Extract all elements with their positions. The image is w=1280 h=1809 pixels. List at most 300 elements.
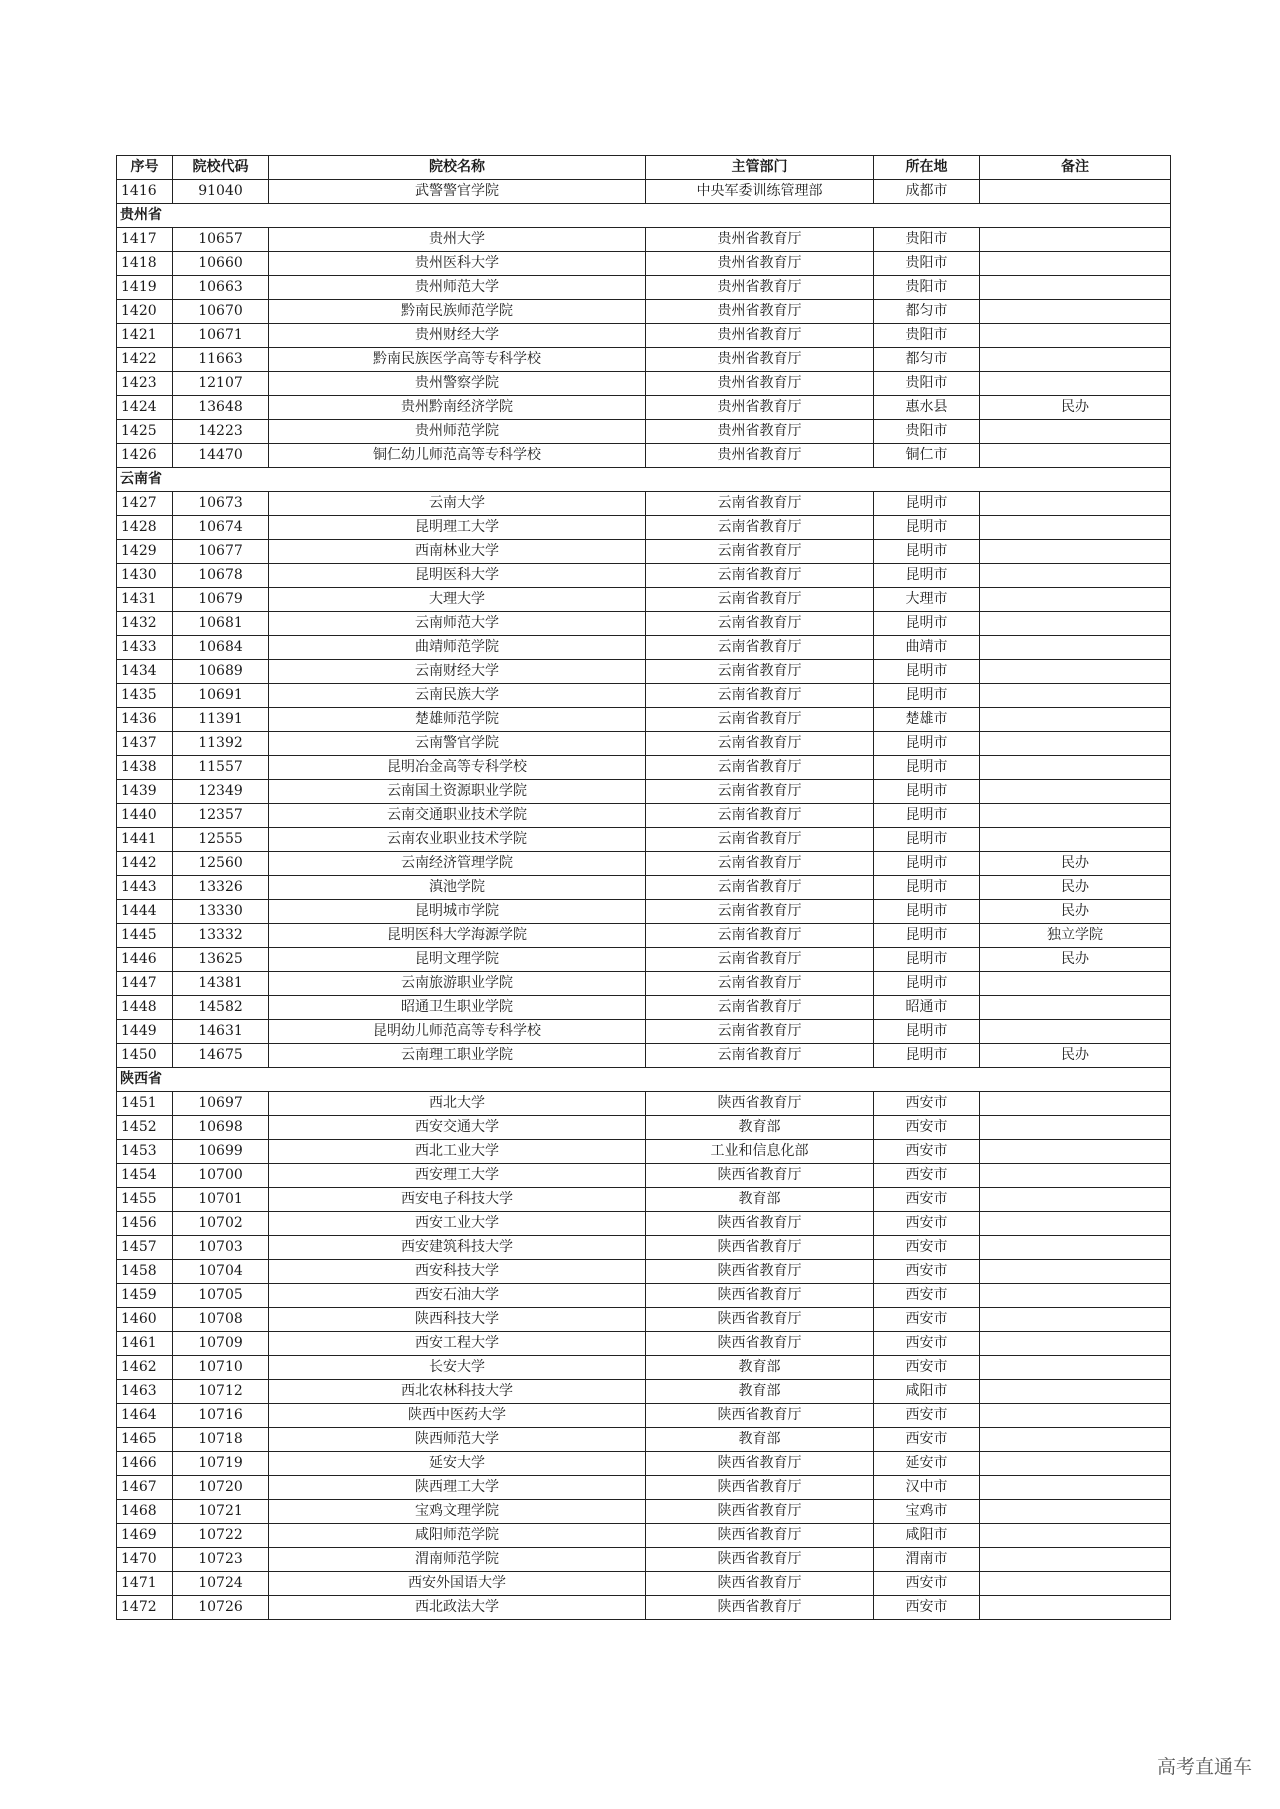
cell-remarks — [980, 732, 1171, 756]
cell-school-name: 咸阳师范学院 — [269, 1524, 646, 1548]
cell-location: 昆明市 — [874, 684, 980, 708]
cell-remarks — [980, 276, 1171, 300]
cell-remarks — [980, 780, 1171, 804]
cell-school-name: 云南警官学院 — [269, 732, 646, 756]
cell-location: 惠水县 — [874, 396, 980, 420]
cell-school-name: 西南林业大学 — [269, 540, 646, 564]
table-row — [117, 660, 1171, 684]
cell-location: 昆明市 — [874, 1020, 980, 1044]
table-row — [117, 828, 1171, 852]
cell-department: 云南省教育厅 — [646, 1044, 874, 1068]
cell-location: 昆明市 — [874, 492, 980, 516]
cell-code: 10677 — [173, 540, 269, 564]
cell-location: 西安市 — [874, 1596, 980, 1620]
table-body — [117, 180, 1171, 1620]
cell-remarks — [980, 1188, 1171, 1212]
cell-remarks — [980, 372, 1171, 396]
cell-remarks — [980, 612, 1171, 636]
cell-location: 贵阳市 — [874, 420, 980, 444]
cell-department: 陕西省教育厅 — [646, 1236, 874, 1260]
cell-seq: 1464 — [117, 1404, 173, 1428]
cell-remarks — [980, 516, 1171, 540]
cell-code: 10703 — [173, 1236, 269, 1260]
table-row — [117, 1524, 1171, 1548]
header-location: 所在地 — [874, 156, 980, 180]
cell-remarks — [980, 540, 1171, 564]
table-row — [117, 1308, 1171, 1332]
cell-department: 中央军委训练管理部 — [646, 180, 874, 204]
cell-code: 10721 — [173, 1500, 269, 1524]
province-header-row — [117, 204, 1171, 228]
cell-seq: 1417 — [117, 228, 173, 252]
cell-location: 昆明市 — [874, 804, 980, 828]
cell-location: 西安市 — [874, 1308, 980, 1332]
cell-school-name: 云南旅游职业学院 — [269, 972, 646, 996]
cell-seq: 1465 — [117, 1428, 173, 1452]
cell-seq: 1436 — [117, 708, 173, 732]
table-row — [117, 564, 1171, 588]
cell-school-name: 延安大学 — [269, 1452, 646, 1476]
cell-location: 昆明市 — [874, 564, 980, 588]
table-row — [117, 900, 1171, 924]
cell-seq: 1460 — [117, 1308, 173, 1332]
cell-code: 10700 — [173, 1164, 269, 1188]
cell-department: 贵州省教育厅 — [646, 276, 874, 300]
table-row — [117, 1428, 1171, 1452]
cell-school-name: 西安石油大学 — [269, 1284, 646, 1308]
cell-remarks — [980, 252, 1171, 276]
table-row — [117, 1476, 1171, 1500]
cell-remarks — [980, 1140, 1171, 1164]
cell-code: 14223 — [173, 420, 269, 444]
cell-code: 13648 — [173, 396, 269, 420]
cell-code: 12107 — [173, 372, 269, 396]
header-department: 主管部门 — [646, 156, 874, 180]
cell-location: 楚雄市 — [874, 708, 980, 732]
cell-remarks — [980, 1572, 1171, 1596]
cell-school-name: 西北工业大学 — [269, 1140, 646, 1164]
cell-location: 贵阳市 — [874, 252, 980, 276]
cell-department: 陕西省教育厅 — [646, 1404, 874, 1428]
cell-department: 陕西省教育厅 — [646, 1572, 874, 1596]
cell-department: 贵州省教育厅 — [646, 444, 874, 468]
cell-seq: 1440 — [117, 804, 173, 828]
cell-code: 10657 — [173, 228, 269, 252]
cell-school-name: 西安建筑科技大学 — [269, 1236, 646, 1260]
cell-department: 贵州省教育厅 — [646, 396, 874, 420]
cell-location: 咸阳市 — [874, 1524, 980, 1548]
cell-code: 10710 — [173, 1356, 269, 1380]
cell-department: 教育部 — [646, 1356, 874, 1380]
cell-remarks — [980, 1500, 1171, 1524]
cell-school-name: 昆明文理学院 — [269, 948, 646, 972]
cell-location: 昆明市 — [874, 900, 980, 924]
cell-code: 10674 — [173, 516, 269, 540]
cell-remarks — [980, 1260, 1171, 1284]
cell-code: 14582 — [173, 996, 269, 1020]
table-row — [117, 420, 1171, 444]
cell-department: 教育部 — [646, 1428, 874, 1452]
table-row — [117, 780, 1171, 804]
cell-remarks — [980, 1548, 1171, 1572]
cell-code: 10718 — [173, 1428, 269, 1452]
cell-code: 14381 — [173, 972, 269, 996]
cell-remarks: 民办 — [980, 876, 1171, 900]
table-row — [117, 1092, 1171, 1116]
cell-remarks — [980, 564, 1171, 588]
cell-location: 铜仁市 — [874, 444, 980, 468]
cell-remarks — [980, 1284, 1171, 1308]
cell-remarks — [980, 1092, 1171, 1116]
cell-school-name: 西安外国语大学 — [269, 1572, 646, 1596]
cell-code: 13330 — [173, 900, 269, 924]
cell-seq: 1462 — [117, 1356, 173, 1380]
cell-school-name: 陕西科技大学 — [269, 1308, 646, 1332]
cell-remarks — [980, 828, 1171, 852]
cell-school-name: 西北政法大学 — [269, 1596, 646, 1620]
cell-seq: 1461 — [117, 1332, 173, 1356]
cell-remarks — [980, 1476, 1171, 1500]
cell-code: 13332 — [173, 924, 269, 948]
table-row — [117, 1116, 1171, 1140]
cell-department: 陕西省教育厅 — [646, 1212, 874, 1236]
cell-seq: 1470 — [117, 1548, 173, 1572]
cell-school-name: 铜仁幼儿师范高等专科学校 — [269, 444, 646, 468]
cell-remarks — [980, 1356, 1171, 1380]
cell-school-name: 陕西中医药大学 — [269, 1404, 646, 1428]
table-row — [117, 1284, 1171, 1308]
table-row — [117, 1452, 1171, 1476]
province-label: 贵州省 — [117, 204, 1171, 228]
table-row — [117, 1596, 1171, 1620]
cell-location: 都匀市 — [874, 348, 980, 372]
cell-code: 10671 — [173, 324, 269, 348]
cell-school-name: 西安电子科技大学 — [269, 1188, 646, 1212]
cell-seq: 1469 — [117, 1524, 173, 1548]
cell-seq: 1416 — [117, 180, 173, 204]
cell-department: 贵州省教育厅 — [646, 420, 874, 444]
cell-department: 云南省教育厅 — [646, 612, 874, 636]
cell-school-name: 云南国土资源职业学院 — [269, 780, 646, 804]
cell-department: 陕西省教育厅 — [646, 1164, 874, 1188]
cell-school-name: 长安大学 — [269, 1356, 646, 1380]
cell-remarks — [980, 1116, 1171, 1140]
cell-remarks — [980, 1236, 1171, 1260]
cell-department: 云南省教育厅 — [646, 516, 874, 540]
table-row — [117, 1164, 1171, 1188]
cell-department: 云南省教育厅 — [646, 900, 874, 924]
cell-school-name: 武警警官学院 — [269, 180, 646, 204]
cell-department: 云南省教育厅 — [646, 924, 874, 948]
table-row — [117, 324, 1171, 348]
cell-seq: 1451 — [117, 1092, 173, 1116]
cell-department: 云南省教育厅 — [646, 804, 874, 828]
cell-department: 云南省教育厅 — [646, 1020, 874, 1044]
table-row — [117, 516, 1171, 540]
cell-location: 贵阳市 — [874, 324, 980, 348]
cell-department: 云南省教育厅 — [646, 660, 874, 684]
cell-location: 曲靖市 — [874, 636, 980, 660]
cell-seq: 1447 — [117, 972, 173, 996]
cell-code: 10720 — [173, 1476, 269, 1500]
cell-remarks — [980, 708, 1171, 732]
cell-seq: 1457 — [117, 1236, 173, 1260]
table-row — [117, 732, 1171, 756]
table-row — [117, 852, 1171, 876]
cell-code: 12357 — [173, 804, 269, 828]
cell-remarks — [980, 444, 1171, 468]
table-row — [117, 300, 1171, 324]
table-row — [117, 636, 1171, 660]
cell-school-name: 贵州警察学院 — [269, 372, 646, 396]
cell-remarks: 民办 — [980, 396, 1171, 420]
cell-location: 昆明市 — [874, 780, 980, 804]
table-row — [117, 612, 1171, 636]
cell-code: 10726 — [173, 1596, 269, 1620]
cell-seq: 1472 — [117, 1596, 173, 1620]
school-list-table — [116, 155, 1171, 1620]
cell-remarks — [980, 756, 1171, 780]
cell-code: 10673 — [173, 492, 269, 516]
cell-school-name: 云南交通职业技术学院 — [269, 804, 646, 828]
cell-school-name: 西北大学 — [269, 1092, 646, 1116]
cell-department: 云南省教育厅 — [646, 732, 874, 756]
cell-location: 昭通市 — [874, 996, 980, 1020]
cell-remarks — [980, 1452, 1171, 1476]
cell-seq: 1439 — [117, 780, 173, 804]
cell-school-name: 贵州师范学院 — [269, 420, 646, 444]
table-row — [117, 180, 1171, 204]
cell-remarks — [980, 636, 1171, 660]
cell-seq: 1466 — [117, 1452, 173, 1476]
watermark-text: 高考直通车 — [1156, 1756, 1252, 1778]
table-row — [117, 1212, 1171, 1236]
cell-location: 西安市 — [874, 1236, 980, 1260]
cell-remarks — [980, 972, 1171, 996]
cell-seq: 1426 — [117, 444, 173, 468]
cell-school-name: 云南经济管理学院 — [269, 852, 646, 876]
cell-school-name: 黔南民族医学高等专科学校 — [269, 348, 646, 372]
cell-location: 西安市 — [874, 1332, 980, 1356]
cell-school-name: 昆明医科大学 — [269, 564, 646, 588]
table-row — [117, 1332, 1171, 1356]
cell-code: 14675 — [173, 1044, 269, 1068]
table-row — [117, 1404, 1171, 1428]
province-header-row — [117, 1068, 1171, 1092]
table-row — [117, 444, 1171, 468]
cell-seq: 1432 — [117, 612, 173, 636]
cell-code: 10698 — [173, 1116, 269, 1140]
cell-location: 贵阳市 — [874, 228, 980, 252]
cell-department: 陕西省教育厅 — [646, 1524, 874, 1548]
cell-remarks — [980, 996, 1171, 1020]
cell-school-name: 贵州财经大学 — [269, 324, 646, 348]
cell-department: 陕西省教育厅 — [646, 1452, 874, 1476]
cell-school-name: 陕西理工大学 — [269, 1476, 646, 1500]
cell-seq: 1437 — [117, 732, 173, 756]
cell-seq: 1424 — [117, 396, 173, 420]
cell-seq: 1450 — [117, 1044, 173, 1068]
province-header-row — [117, 468, 1171, 492]
cell-location: 宝鸡市 — [874, 1500, 980, 1524]
cell-code: 10660 — [173, 252, 269, 276]
cell-seq: 1467 — [117, 1476, 173, 1500]
cell-location: 昆明市 — [874, 756, 980, 780]
cell-code: 12555 — [173, 828, 269, 852]
cell-remarks — [980, 1332, 1171, 1356]
cell-seq: 1421 — [117, 324, 173, 348]
cell-seq: 1468 — [117, 1500, 173, 1524]
cell-seq: 1456 — [117, 1212, 173, 1236]
cell-location: 西安市 — [874, 1116, 980, 1140]
cell-department: 陕西省教育厅 — [646, 1548, 874, 1572]
table-row — [117, 804, 1171, 828]
header-seq: 序号 — [117, 156, 173, 180]
cell-location: 昆明市 — [874, 516, 980, 540]
header-school-name: 院校名称 — [269, 156, 646, 180]
cell-department: 云南省教育厅 — [646, 948, 874, 972]
cell-remarks — [980, 1212, 1171, 1236]
cell-code: 10719 — [173, 1452, 269, 1476]
cell-department: 贵州省教育厅 — [646, 252, 874, 276]
cell-code: 10670 — [173, 300, 269, 324]
cell-remarks — [980, 228, 1171, 252]
cell-school-name: 昭通卫生职业学院 — [269, 996, 646, 1020]
cell-school-name: 大理大学 — [269, 588, 646, 612]
cell-seq: 1448 — [117, 996, 173, 1020]
table-header-row — [117, 156, 1171, 180]
cell-school-name: 昆明医科大学海源学院 — [269, 924, 646, 948]
cell-location: 昆明市 — [874, 852, 980, 876]
cell-school-name: 渭南师范学院 — [269, 1548, 646, 1572]
cell-department: 贵州省教育厅 — [646, 372, 874, 396]
cell-school-name: 贵州师范大学 — [269, 276, 646, 300]
table-row — [117, 1020, 1171, 1044]
table-row — [117, 708, 1171, 732]
cell-department: 云南省教育厅 — [646, 492, 874, 516]
cell-remarks: 民办 — [980, 900, 1171, 924]
cell-department: 陕西省教育厅 — [646, 1500, 874, 1524]
table-row — [117, 348, 1171, 372]
cell-department: 云南省教育厅 — [646, 996, 874, 1020]
cell-location: 昆明市 — [874, 828, 980, 852]
table-row — [117, 1044, 1171, 1068]
cell-school-name: 云南师范大学 — [269, 612, 646, 636]
cell-code: 13625 — [173, 948, 269, 972]
cell-school-name: 陕西师范大学 — [269, 1428, 646, 1452]
table-row — [117, 492, 1171, 516]
cell-code: 10709 — [173, 1332, 269, 1356]
table-row — [117, 1140, 1171, 1164]
cell-remarks — [980, 1380, 1171, 1404]
table-row — [117, 1500, 1171, 1524]
cell-remarks: 独立学院 — [980, 924, 1171, 948]
cell-code: 11557 — [173, 756, 269, 780]
cell-remarks — [980, 420, 1171, 444]
cell-school-name: 西安交通大学 — [269, 1116, 646, 1140]
cell-department: 陕西省教育厅 — [646, 1332, 874, 1356]
cell-seq: 1433 — [117, 636, 173, 660]
cell-department: 教育部 — [646, 1116, 874, 1140]
cell-remarks: 民办 — [980, 852, 1171, 876]
cell-code: 10697 — [173, 1092, 269, 1116]
cell-school-name: 西安理工大学 — [269, 1164, 646, 1188]
cell-department: 贵州省教育厅 — [646, 228, 874, 252]
cell-department: 教育部 — [646, 1380, 874, 1404]
cell-department: 贵州省教育厅 — [646, 324, 874, 348]
cell-department: 贵州省教育厅 — [646, 348, 874, 372]
cell-code: 14470 — [173, 444, 269, 468]
cell-location: 西安市 — [874, 1284, 980, 1308]
school-list-table-container — [116, 155, 1170, 1620]
cell-department: 陕西省教育厅 — [646, 1260, 874, 1284]
header-code: 院校代码 — [173, 156, 269, 180]
table-row — [117, 1548, 1171, 1572]
cell-location: 昆明市 — [874, 972, 980, 996]
cell-seq: 1459 — [117, 1284, 173, 1308]
cell-seq: 1442 — [117, 852, 173, 876]
cell-remarks — [980, 1020, 1171, 1044]
cell-department: 云南省教育厅 — [646, 564, 874, 588]
cell-school-name: 西安工程大学 — [269, 1332, 646, 1356]
cell-code: 10678 — [173, 564, 269, 588]
table-row — [117, 1356, 1171, 1380]
cell-location: 咸阳市 — [874, 1380, 980, 1404]
table-row — [117, 372, 1171, 396]
cell-location: 西安市 — [874, 1260, 980, 1284]
cell-remarks: 民办 — [980, 1044, 1171, 1068]
cell-seq: 1419 — [117, 276, 173, 300]
cell-code: 11392 — [173, 732, 269, 756]
cell-location: 西安市 — [874, 1092, 980, 1116]
cell-remarks — [980, 804, 1171, 828]
table-row — [117, 1188, 1171, 1212]
cell-seq: 1445 — [117, 924, 173, 948]
cell-seq: 1430 — [117, 564, 173, 588]
cell-location: 西安市 — [874, 1572, 980, 1596]
cell-code: 10724 — [173, 1572, 269, 1596]
cell-seq: 1423 — [117, 372, 173, 396]
cell-seq: 1441 — [117, 828, 173, 852]
cell-location: 大理市 — [874, 588, 980, 612]
cell-code: 13326 — [173, 876, 269, 900]
cell-remarks — [980, 1164, 1171, 1188]
cell-department: 云南省教育厅 — [646, 876, 874, 900]
cell-location: 西安市 — [874, 1164, 980, 1188]
cell-remarks — [980, 1524, 1171, 1548]
table-row — [117, 276, 1171, 300]
table-row — [117, 924, 1171, 948]
table-row — [117, 972, 1171, 996]
cell-school-name: 贵州医科大学 — [269, 252, 646, 276]
cell-code: 11663 — [173, 348, 269, 372]
cell-seq: 1453 — [117, 1140, 173, 1164]
cell-location: 昆明市 — [874, 660, 980, 684]
cell-seq: 1449 — [117, 1020, 173, 1044]
cell-code: 10704 — [173, 1260, 269, 1284]
cell-remarks — [980, 1404, 1171, 1428]
cell-code: 14631 — [173, 1020, 269, 1044]
cell-location: 贵阳市 — [874, 372, 980, 396]
cell-department: 云南省教育厅 — [646, 756, 874, 780]
cell-code: 12349 — [173, 780, 269, 804]
cell-department: 云南省教育厅 — [646, 708, 874, 732]
cell-seq: 1463 — [117, 1380, 173, 1404]
cell-code: 10681 — [173, 612, 269, 636]
cell-seq: 1428 — [117, 516, 173, 540]
cell-department: 云南省教育厅 — [646, 972, 874, 996]
table-row — [117, 588, 1171, 612]
